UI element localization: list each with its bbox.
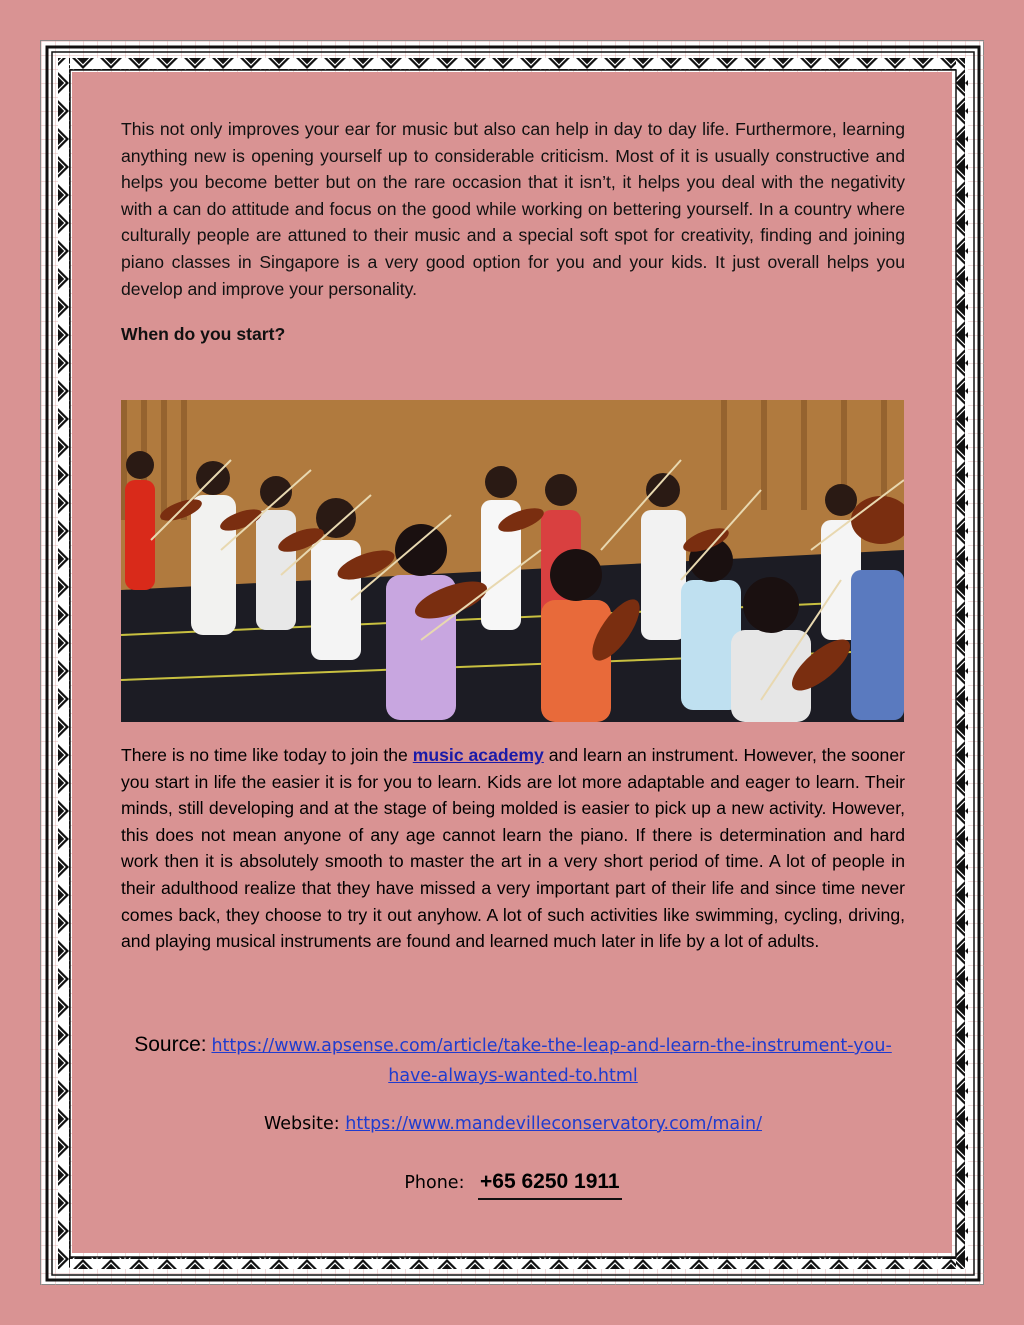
source-label: Source:	[134, 1033, 207, 1056]
source-url-link[interactable]: https://www.apsense.com/article/take-the-leap-and-learn-the-instrument-you-have-always-wanted-to.html	[211, 1036, 892, 1086]
section-heading: When do you start?	[121, 324, 286, 345]
source-line	[121, 1030, 905, 1091]
body-paragraph	[121, 742, 905, 955]
phone-label: Phone:	[404, 1173, 465, 1193]
website-line	[121, 1114, 905, 1134]
intro-paragraph: This not only improves your ear for music but also can help in day to day life. Furthermore, learning anything new is opening yourself up to considerable criticism. Most of it is usually constructive and helps you become better but on the rare occasion that it isn’t, it helps you deal with the negativity with a can do attitude and focus on the good while working on bettering yourself. In a country where culturally people are attuned to their music and a special soft spot for creativity, finding and joining piano classes in Singapore is a very good option for you and your kids. It just overall helps you develop and improve your personality.	[121, 119, 905, 299]
body-text-before-link: There is no time like today to join the	[121, 745, 413, 765]
website-url-link[interactable]: https://www.mandevilleconservatory.com/main/	[345, 1114, 762, 1134]
article-body	[121, 742, 905, 955]
phone-line	[121, 1170, 905, 1200]
website-label: Website:	[264, 1114, 340, 1134]
music-academy-link[interactable]: music academy	[412, 745, 544, 765]
children-violin-photo	[121, 400, 904, 722]
body-text-after-link: and learn an instrument. However, the sooner you start in life the easier it is for you to learn. Kids are lot more adaptable and eager to learn. Their minds, still developing and at the stage of being molded is easier to pick up a new activity. However, this does not mean anyone of any age cannot learn the piano. If there is determination and hard work then it is absolutely smooth to master the art in a very short period of time. A lot of people in their adulthood realize that they have missed a very important part of their life and since time never comes back, they choose to try it out anyhow. A lot of such activities like swimming, cycling, driving, and playing musical instruments are found and learned much later in life by a lot of adults.	[121, 745, 905, 952]
phone-number[interactable]: +65 6250 1911	[478, 1170, 622, 1200]
violin-class-image	[121, 400, 904, 722]
article-top	[121, 116, 905, 346]
